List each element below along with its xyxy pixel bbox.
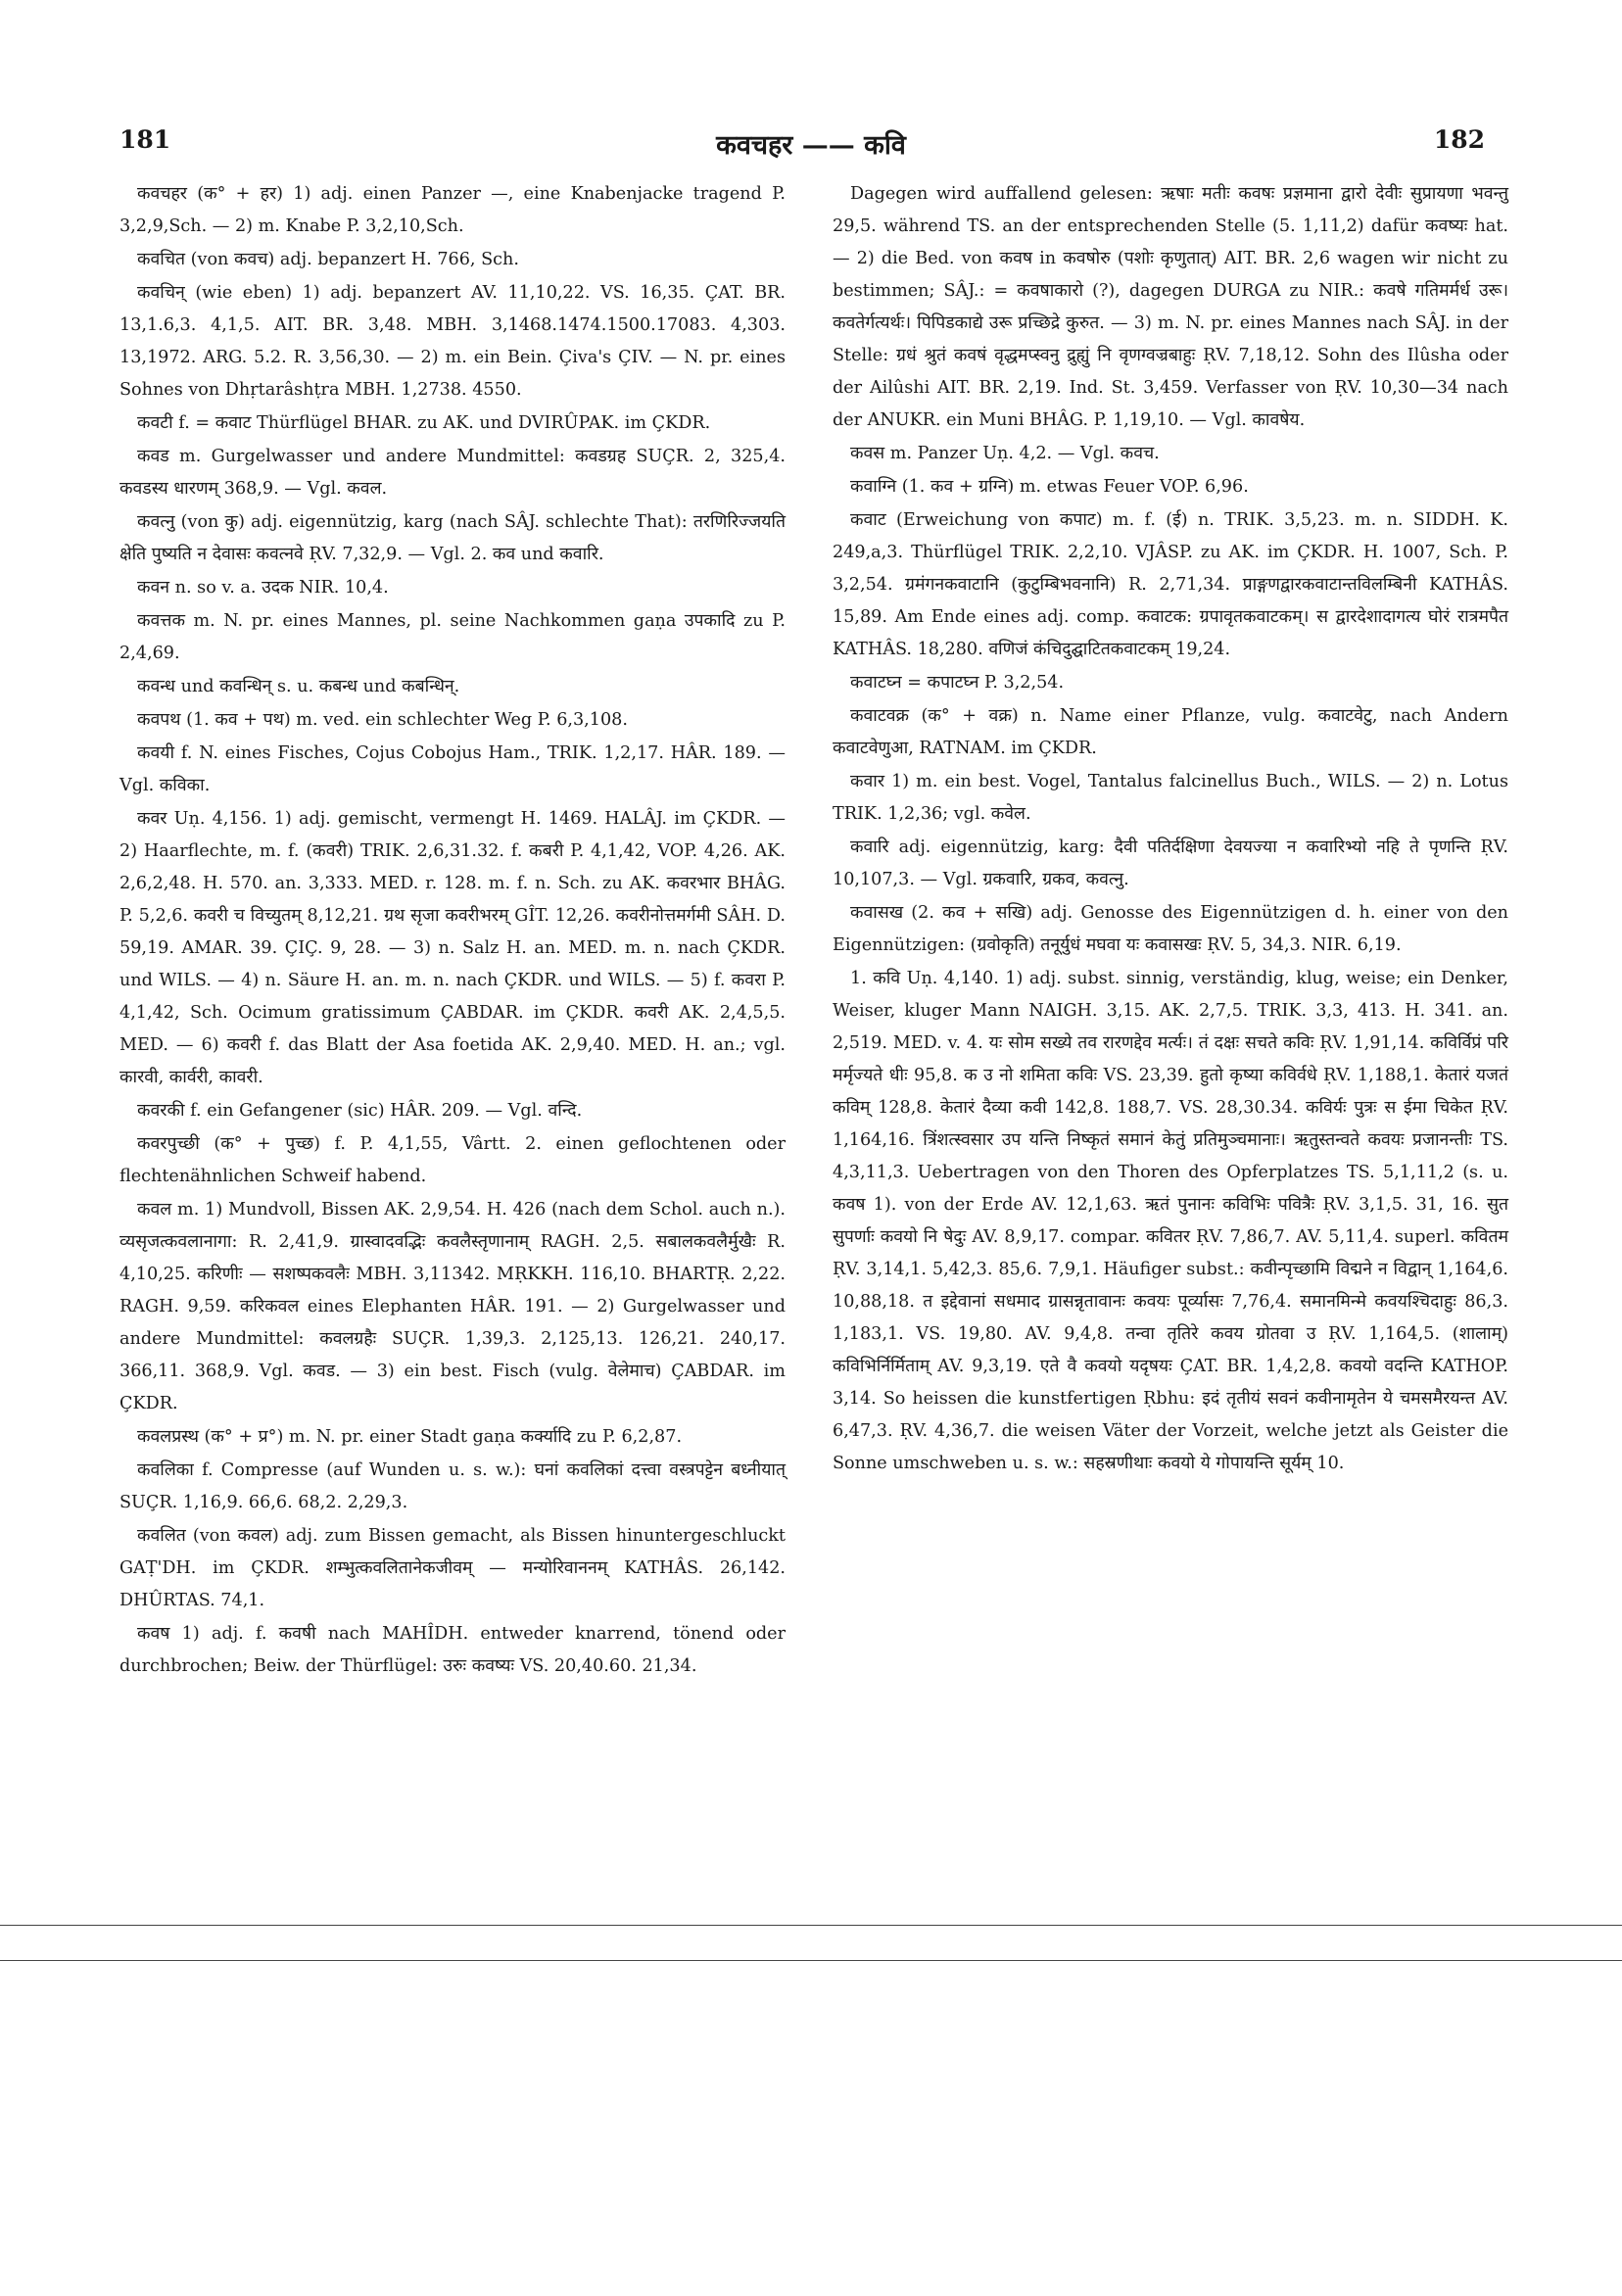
dictionary-entry: कवासख (2. कव + सखि) adj. Genosse des Eigennützigen d. h. einer von den Eigennützigen: (ग्रवोकृति) तनूर्युधं मघवा यः कवासखः ṚV. 5, 34,3. NIR. 6,19.	[833, 903, 1508, 955]
dictionary-entry: कवरकी f. ein Gefangener (sic) HÂR. 209. — Vgl. वन्दि.	[137, 1101, 583, 1121]
footer-rule	[0, 1960, 1622, 1961]
dictionary-entry: कवत्नु (von कु) adj. eigennützig, karg (nach SÂJ. schlechte That): तरणिरिज्जयति क्षेति पुष्यति न देवासः कवत्नवे ṚV. 7,32,9. — Vgl. 2. कव und कवारि.	[119, 512, 786, 564]
dictionary-entry: कवलिका f. Compresse (auf Wunden u. s. w.): घनां कवलिकां दत्त्वा वस्त्रपट्टेन बध्नीयात् SUÇR. 1,16,9. 66,6. 68,2. 2,29,3.	[119, 1460, 786, 1512]
dictionary-entry: कवत्तक m. N. pr. eines Mannes, pl. seine Nachkommen gaṇa उपकादि zu P. 2,4,69.	[119, 611, 786, 663]
dictionary-entry: Dagegen wird auffallend gelesen: ऋषाः मतीः कवषः प्रज्ञमाना द्वारो देवीः सुप्रायणा भवन्तु 29,5. während TS. an der entsprechenden Stelle (5. 1,11,2) dafür कवष्यः hat. — 2) die Bed. von कवष in कवषोरु (पशोः कृणुतात्) AIT. BR. 2,6 wagen wir nicht zu bestimmen; SÂJ.: = कवषाकारो (?), dagegen DURGA zu NIR.: कवषे गतिमर्मर्ध उरू। कवतेर्गत्यर्थः। पिपिडकाद्ये उरू प्रच्छिद्रे कुरुत. — 3) m. N. pr. eines Mannes nach SÂJ. in der Stelle: ग्रधं श्रुतं कवषं वृद्धमप्स्वनु द्रुह्युं नि वृणग्वज्रबाहुः ṚV. 7,18,12. Sohn des Ilûsha oder der Ailûshi AIT. BR. 2,19. Ind. St. 3,459. Verfasser von ṚV. 10,30—34 nach der ANUKR. ein Muni BHÂG. P. 1,19,10. — Vgl. कावषेय.	[833, 184, 1508, 430]
dictionary-entry: कवस m. Panzer Uṇ. 4,2. — Vgl. कवच.	[850, 444, 1160, 463]
dictionary-entry: कवाटवक्र (क° + वक्र) n. Name einer Pflanze, vulg. कवाटवेटु, nach Andern कवाटवेणुआ, RATNAM. im ÇKDR.	[833, 706, 1508, 758]
dictionary-entry: कवलित (von कवल) adj. zum Bissen gemacht, als Bissen hinuntergeschluckt GAṬ'DH. im ÇKDR. शम्भुत्कवलितानेकजीवम् — मन्योरिवाननम् KATHÂS. 26,142. DHÛRTAS. 74,1.	[119, 1526, 786, 1610]
left-page-number: 181	[119, 125, 171, 154]
dictionary-entry: 1. कवि Uṇ. 4,140. 1) adj. subst. sinnig, verständig, klug, weise; ein Denker, Weiser, kluger Mann NAIGH. 3,15. AK. 2,7,5. TRIK. 3,3, 413. H. 341. an. 2,519. MED. v. 4. यः सोम सख्ये तव रारणद्देव मर्त्यः। तं दक्षः सचते कविः ṚV. 1,91,14. कविर्विप्रं परि मर्मृज्यते धीः 95,8. क उ नो शमिता कविः VS. 23,39. हुतो कृष्या कविर्वधे ṚV. 1,188,1. केतारं यजतं कविम् 128,8. केतारं दैव्या कवी 142,8. 188,7. VS. 28,30.34. कविर्यः पुत्रः स ईमा चिकेत ṚV. 1,164,16. त्रिंशत्स्वसार उप यन्ति निष्कृतं समानं केतुं प्रतिमुञ्चमानाः। ऋतुस्तन्वते कवयः प्रजानन्तीः TS. 4,3,11,3. Uebertragen von den Thoren des Opferplatzes TS. 5,1,11,2 (s. u. कवष 1). von der Erde AV. 12,1,63. ऋतं पुनानः कविभिः पवित्रैः ṚV. 3,1,5. 31, 16. सुत सुपर्णाः कवयो नि षेदुः AV. 8,9,17. compar. कवितर ṚV. 7,86,7. AV. 5,11,4. superl. कवितम ṚV. 3,14,1. 5,42,3. 85,6. 7,9,1. Häufiger subst.: कवीन्पृच्छामि विद्मने न विद्वान् 1,164,6. 10,88,18. त इद्देवानां सधमाद ग्रासन्नृतावानः कवयः पूर्व्यासः 7,76,4. समानमिन्मे कवयश्चिदाहुः 86,3. 1,183,1. VS. 19,80. AV. 9,4,8. तन्वा तृतिरे कवय ग्रोतवा उ ṚV. 1,164,5. (शालाम्) कविभिर्निर्मिताम् AV. 9,3,19. एते वै कवयो यदृषयः ÇAT. BR. 1,4,2,8. कवयो वदन्ति KATHOP. 3,14. So heissen die kunstfertigen Ṛbhu: इदं तृतीयं सवनं कवीनामृतेन ये चमसमैरयन्त AV. 6,47,3. ṚV. 4,36,7. die weisen Väter der Vorzeit, welche jetzt als Geister die Sonne umschweben u. s. w.: सहस्रणीथाः कवयो ये गोपायन्ति सूर्यम् 10.	[833, 969, 1509, 1473]
dictionary-entry: कवल m. 1) Mundvoll, Bissen AK. 2,9,54. H. 426 (nach dem Schol. auch n.). व्यसृजत्कवलानागा: R. 2,41,9. ग्रास्वादवद्भिः कवलैस्तृणानाम् RAGH. 2,5. सबालकवलैर्मुखैः R. 4,10,25. करिणीः — सशष्पकवलैः MBH. 3,11342. MṚKKH. 116,10. BHARTṚ. 2,22. RAGH. 9,59. करिकवल eines Elephanten HÂR. 191. — 2) Gurgelwasser und andere Mundmittel: कवलग्रहैः SUÇR. 1,39,3. 2,125,13. 126,21. 240,17. 366,11. 368,9. Vgl. कवड. — 3) ein best. Fisch (vulg. वेलेमाच) ÇABDAR. im ÇKDR.	[119, 1200, 786, 1413]
dictionary-entry: कवन्ध und कवन्धिन् s. u. कबन्ध und कबन्धिन्.	[137, 677, 460, 696]
dictionary-entry: कवाग्नि (1. कव + ग्रग्नि) m. etwas Feuer VOP. 6,96.	[850, 477, 1249, 497]
dictionary-entry: कवर Uṇ. 4,156. 1) adj. gemischt, vermengt H. 1469. HALÂJ. im ÇKDR. — 2) Haarflechte, m. f. (कवरी) TRIK. 2,6,31.32. f. कबरी P. 4,1,42, VOP. 4,26. AK. 2,6,2,48. H. 570. an. 3,333. MED. r. 128. m. f. n. Sch. zu AK. कवरभार BHÂG. P. 5,2,6. कवरी च विच्युतम् 8,12,21. ग्रथ सृजा कवरीभरम् GÎT. 12,26. कवरीनोत्तमर्गमी SÂH. D. 59,19. AMAR. 39. ÇIÇ. 9, 28. — 3) n. Salz H. an. MED. m. n. nach ÇKDR. und WILS. — 4) n. Säure H. an. m. n. nach ÇKDR. und WILS. — 5) f. कवरा P. 4,1,42, Sch. Ocimum gratissimum ÇABDAR. im ÇKDR. कवरी AK. 2,4,5,5. MED. — 6) कवरी f. das Blatt der Asa foetida AK. 2,9,40. MED. H. an.; vgl. कारवी, कार्वरी, कावरी.	[119, 809, 786, 1087]
dictionary-entry: कवचिन् (wie eben) 1) adj. bepanzert AV. 11,10,22. VS. 16,35. ÇAT. BR. 13,1.6,3. 4,1,5. AIT. BR. 3,48. MBH. 3,1468.1474.1500.17083. 4,303. 13,1972. ARG. 5.2. R. 3,56,30. — 2) m. ein Bein. Çiva's ÇIV. — N. pr. eines Sohnes von Dhṛtarâshṭra MBH. 1,2738. 4550.	[119, 283, 786, 400]
right-column	[833, 178, 1508, 1481]
dictionary-entry: कवार 1) m. ein best. Vogel, Tantalus falcinellus Buch., WILS. — 2) n. Lotus TRIK. 1,2,36; vgl. कवेल.	[833, 772, 1508, 824]
dictionary-entry: कवरपुच्छी (क° + पुच्छ) f. P. 4,1,55, Vârtt. 2. einen geflochtenen oder flechtenähnlichen Schweif habend.	[119, 1134, 786, 1186]
dictionary-entry: कवचहर (क° + हर) 1) adj. einen Panzer —, eine Knabenjacke tragend P. 3,2,9,Sch. — 2) m. Knabe P. 3,2,10,Sch.	[119, 184, 786, 236]
dictionary-entry: कवष 1) adj. f. कवषी nach MAHÎDH. entweder knarrend, tönend oder durchbrochen; Beiw. der Thürflügel: उरुः कवष्यः VS. 20,40.60. 21,34.	[119, 1624, 786, 1676]
dictionary-entry: कवयी f. N. eines Fisches, Cojus Cobojus Ham., TRIK. 1,2,17. HÂR. 189. — Vgl. कविका.	[119, 743, 786, 795]
dictionary-entry: कवारि adj. eigennützig, karg: दैवी पतिर्दक्षिणा देवयज्या न कवारिभ्यो नहि ते पृणन्ति ṚV. 10,107,3. — Vgl. ग्रकवारि, ग्रकव, कवत्नु.	[833, 837, 1508, 889]
dictionary-entry: कवचित (von कवच) adj. bepanzert H. 766, Sch.	[137, 250, 519, 269]
dictionary-entry: कवन n. so v. a. उदक NIR. 10,4.	[137, 578, 389, 598]
dictionary-entry: कवाटघ्न = कपाटघ्न P. 3,2,54.	[850, 673, 1065, 693]
right-page-number: 182	[1433, 125, 1485, 154]
running-head: कवचहर —— कवि	[716, 130, 906, 161]
dictionary-entry: कवड m. Gurgelwasser und andere Mundmittel: कवडग्रह SUÇR. 2, 325,4. कवडस्य धारणम् 368,9. — Vgl. कवल.	[119, 447, 786, 499]
dictionary-entry: कवटी f. = कवाट Thürflügel BHAR. zu AK. und DVIRÛPAK. im ÇKDR.	[137, 413, 711, 433]
dictionary-entry: कवाट (Erweichung von कपाट) m. f. (ई) n. TRIK. 3,5,23. m. n. SIDDH. K. 249,a,3. Thürflügel TRIK. 2,2,10. VJÂSP. zu AK. im ÇKDR. H. 1007, Sch. P. 3,2,54. ग्रमंगनकवाटानि (कुटुम्बिभवनानि) R. 2,71,34. प्राङ्गणद्वारकवाटान्तविलम्बिनी KATHÂS. 15,89. Am Ende eines adj. comp. कवाटक: ग्रपावृतकवाटकम्। स द्वारदेशादागत्य घोरं रात्रमपैत KATHÂS. 18,280. वणिजं कंचिदुद्घाटितकवाटकम् 19,24.	[833, 510, 1508, 659]
footer-rule	[0, 1925, 1622, 1926]
dictionary-entry: कवलप्रस्थ (क° + प्र°) m. N. pr. einer Stadt gaṇa कर्क्यादि zu P. 6,2,87.	[137, 1427, 683, 1447]
left-column	[119, 178, 786, 1684]
dictionary-entry: कवपथ (1. कव + पथ) m. ved. ein schlechter Weg P. 6,3,108.	[137, 710, 628, 730]
